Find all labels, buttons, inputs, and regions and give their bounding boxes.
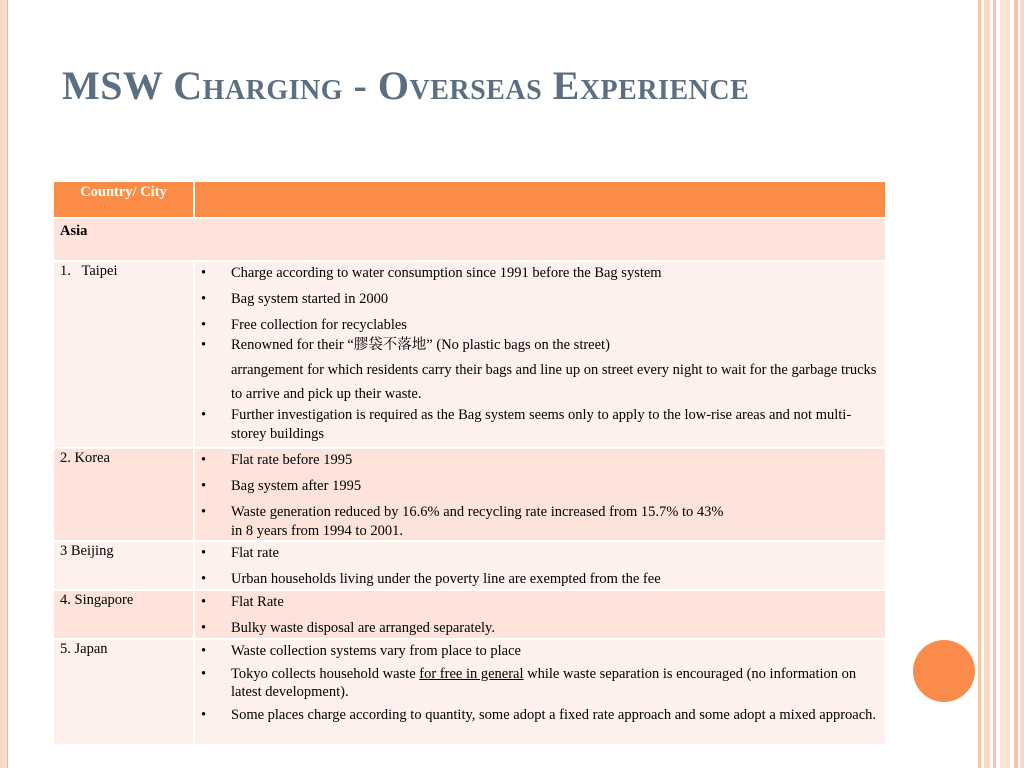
list-item: • Bulky waste disposal are arranged separately. [201, 619, 879, 638]
details-cell [194, 541, 886, 590]
header-blank [194, 181, 886, 218]
list-item: • Renowned for their “膠袋不落地” (No plastic bags on the street) [201, 336, 879, 355]
city-cell: 5. Japan [53, 639, 194, 745]
bullet-list [201, 264, 879, 444]
slide-left-border [0, 0, 8, 768]
table-row-korea [53, 448, 886, 541]
slide-right-stripes [978, 0, 1024, 768]
list-item: • Flat rate [201, 544, 879, 563]
table-row-beijing [53, 541, 886, 590]
section-row-asia [53, 218, 886, 261]
table-row-singapore [53, 590, 886, 639]
list-item: • Flat Rate [201, 593, 879, 612]
bullet-list [201, 544, 879, 589]
list-item: • Urban households living under the poverty line are exempted from the fee [201, 570, 879, 589]
bullet-list [201, 642, 879, 725]
list-item: • Charge according to water consumption since 1991 before the Bag system [201, 264, 879, 283]
list-item: • Free collection for recyclables [201, 316, 879, 335]
details-cell [194, 261, 886, 448]
list-item: • Tokyo collects household waste for free in general while waste separation is encouraged (no information on latest development). [201, 665, 879, 703]
details-cell [194, 590, 886, 639]
details-cell [194, 639, 886, 745]
table-row-japan [53, 639, 886, 745]
bullet-list [201, 451, 879, 540]
list-item: • Bag system started in 2000 [201, 290, 879, 309]
bullet-list [201, 593, 879, 638]
decorative-circle [913, 640, 975, 702]
slide-title: MSW Charging - Overseas Experience [62, 63, 750, 108]
city-cell: 3 Beijing [53, 541, 194, 590]
list-item: • Waste generation reduced by 16.6% and recycling rate increased from 15.7% to 43% in 8 years from 1994 to 2001. [201, 503, 879, 541]
list-item: • Further investigation is required as the Bag system seems only to apply to the low-rise areas and not multi-storey buildings [201, 406, 879, 444]
city-cell: 4. Singapore [53, 590, 194, 639]
list-item: • Flat rate before 1995 [201, 451, 879, 470]
table-row-taipei [53, 261, 886, 448]
table-header-row [53, 181, 886, 218]
list-item: • Bag system after 1995 [201, 477, 879, 496]
list-item: • Waste collection systems vary from place to place [201, 642, 879, 661]
header-country-city: Country/ City [53, 181, 194, 218]
overseas-experience-table [52, 180, 887, 746]
list-item-continued: arrangement for which residents carry their bags and line up on street every night to wait for the garbage trucks to arrive and pick up their waste. [231, 362, 877, 403]
section-label: Asia [53, 218, 886, 261]
city-cell: 2. Korea [53, 448, 194, 541]
city-cell: 1. Taipei [53, 261, 194, 448]
underlined-text: for free in general [419, 665, 524, 682]
details-cell [194, 448, 886, 541]
list-item: • Some places charge according to quantity, some adopt a fixed rate approach and some adopt a mixed approach. [201, 706, 879, 725]
